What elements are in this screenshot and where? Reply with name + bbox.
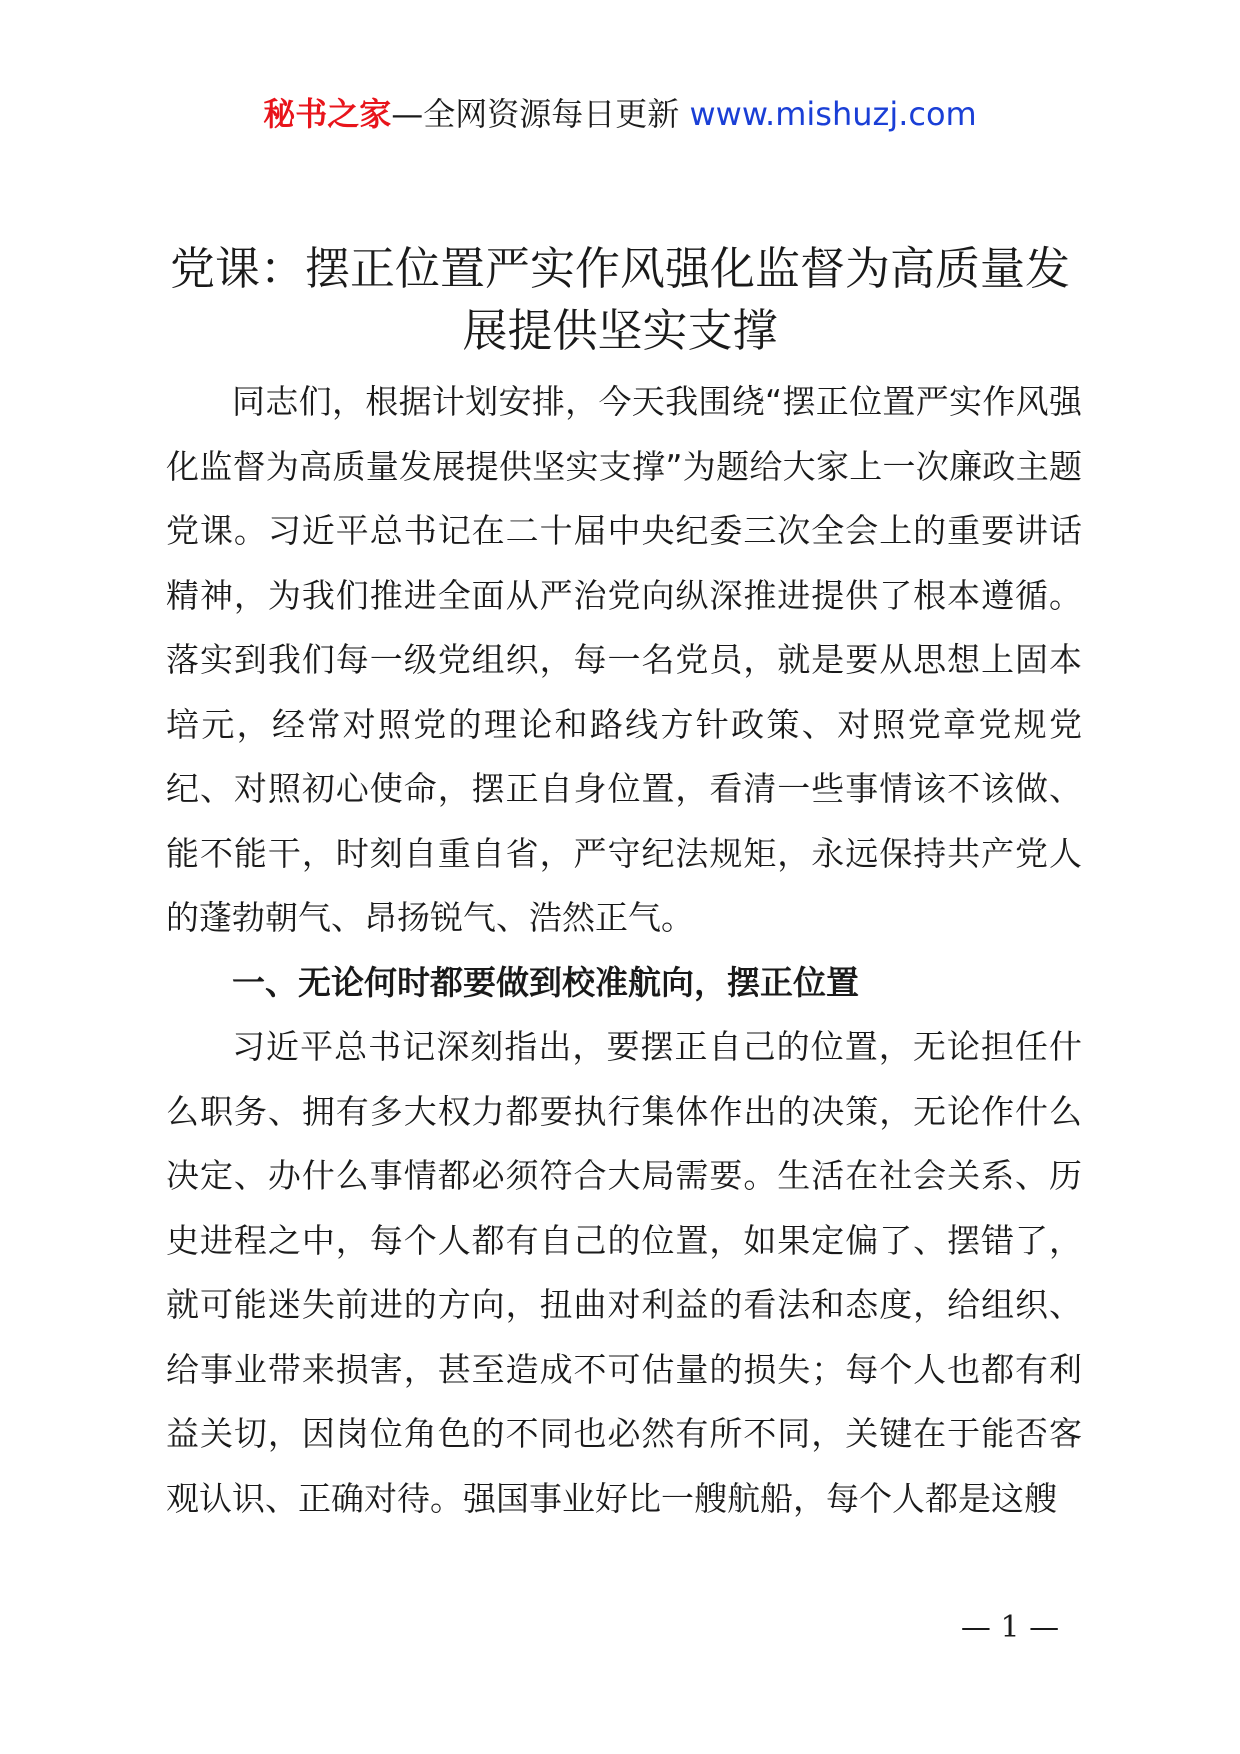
document-body — [166, 370, 1082, 1531]
section-heading: 一、无论何时都要做到校准航向，摆正位置 — [232, 962, 859, 1002]
brand-name: 秘书之家 — [263, 95, 392, 133]
document-title: 党课：摆正位置严实作风强化监督为高质量发展提供坚实支撑 — [169, 242, 1070, 357]
site-header — [0, 92, 1240, 136]
page-number: — 1 — — [960, 1610, 1060, 1645]
site-url-link[interactable]: www.mishuzj.com — [689, 95, 977, 133]
section-paragraph: 习近平总书记深刻指出，要摆正自己的位置，无论担任什么职务、拥有多大权力都要执行集体作出的决策，无论作什么决定、办什么事情都必须符合大局需要。生活在社会关系、历史进程之中，每个人都有自己的位置，如果定偏了、摆错了，就可能迷失前进的方向，扭曲对利益的看法和态度，给组织、给事业带来损害，甚至造成不可估量的损失；每个人也都有利益关切，因岗位角色的不同也必然有所不同，关键在于能否客观认识、正确对待。强国事业好比一艘航船，每个人都是这艘 — [166, 1027, 1082, 1518]
header-tagline: —全网资源每日更新 — [391, 95, 680, 133]
intro-paragraph: 同志们，根据计划安排，今天我围绕“摆正位置严实作风强化监督为高质量发展提供坚实支撑”为题给大家上一次廉政主题党课。习近平总书记在二十届中央纪委三次全会上的重要讲话精神，为我们推进全面从严治党向纵深推进提供了根本遵循。落实到我们每一级党组织，每一名党员，就是要从思想上固本培元，经常对照党的理论和路线方针政策、对照党章党规党纪、对照初心使命，摆正自身位置，看清一些事情该不该做、能不能干，时刻自重自省，严守纪法规矩，永远保持共产党人的蓬勃朝气、昂扬锐气、浩然正气。 — [166, 382, 1082, 937]
